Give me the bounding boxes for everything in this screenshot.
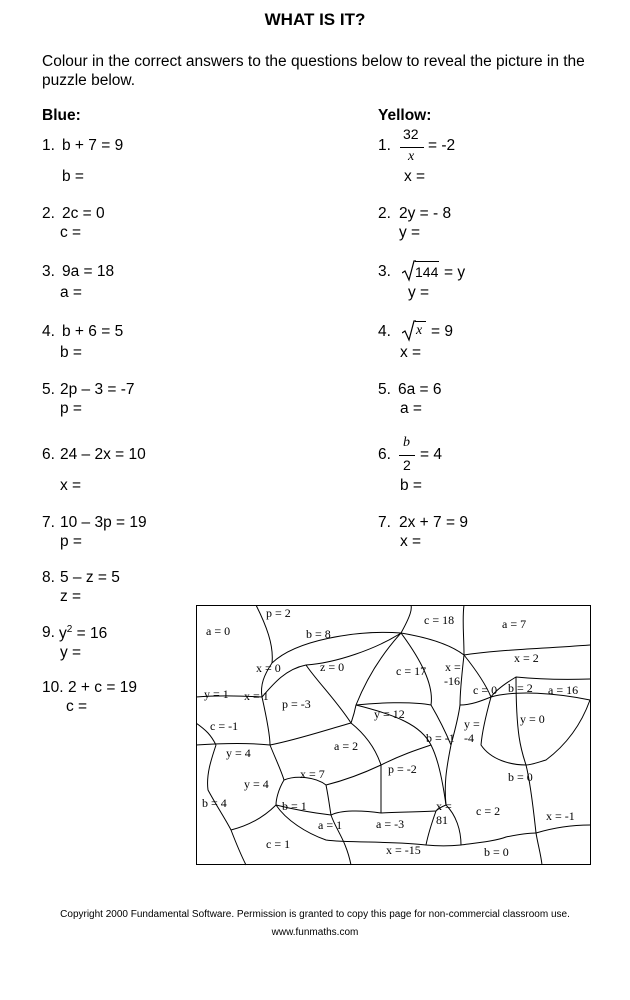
puzzle-label: -4: [464, 731, 474, 745]
equation: 6a = 6: [398, 381, 442, 398]
puzzle-label: c = 1: [266, 837, 291, 851]
equation: 2 + c = 19: [68, 679, 137, 696]
puzzle-label: a = 7: [502, 617, 527, 631]
radicand: 144: [415, 264, 439, 280]
puzzle-label: a = 16: [548, 683, 579, 697]
puzzle-label: a = 2: [334, 739, 359, 753]
question-number: 7.: [42, 514, 55, 531]
answer-prompt: x =: [60, 477, 82, 494]
question-number: 8.: [42, 569, 55, 586]
equation: 24 – 2x = 10: [60, 446, 146, 463]
instructions: Colour in the correct answers to the questions below to reveal the picture in the puzzle below.: [42, 53, 585, 89]
puzzle-label: z = 0: [320, 660, 345, 674]
equation-rest: = 4: [420, 446, 442, 463]
question-number: 3.: [378, 263, 391, 280]
equation: [59, 624, 107, 643]
puzzle-label: x = 7: [300, 767, 325, 781]
answer-prompt: z =: [60, 588, 82, 605]
copyright-notice: Copyright 2000 Fundamental Software. Permission is granted to copy this page for non-commercial classroom use.: [60, 909, 570, 920]
puzzle-label: b = 0: [508, 770, 533, 784]
question-number: 7.: [378, 514, 391, 531]
answer-prompt: c =: [60, 224, 82, 241]
puzzle-label: x = 1: [244, 689, 269, 703]
equation: b + 7 = 9: [62, 137, 124, 154]
denominator: 2: [403, 457, 411, 473]
square-root-icon: [402, 320, 416, 342]
equation: 9a = 18: [62, 263, 115, 280]
numerator: b: [403, 435, 410, 450]
question-number: 2.: [42, 205, 55, 222]
question-number: 5.: [378, 381, 391, 398]
answer-prompt: p =: [60, 533, 82, 550]
question-number: 3.: [42, 263, 55, 280]
puzzle-label: y = 0: [520, 712, 545, 726]
answer-prompt: x =: [404, 168, 426, 185]
denominator: x: [408, 149, 415, 164]
fraction: [399, 435, 415, 477]
question-number: 2.: [378, 205, 391, 222]
puzzle-label: y = 4: [244, 777, 269, 791]
equation: 2p – 3 = -7: [60, 381, 135, 398]
equation: 2y = - 8: [399, 205, 452, 222]
question-number: 6.: [42, 446, 55, 463]
answer-prompt: y =: [399, 224, 421, 241]
puzzle-label: c = 17: [396, 664, 427, 678]
puzzle-label: y = 12: [374, 707, 405, 721]
puzzle-label: a = 0: [206, 624, 231, 638]
equation-base: y: [59, 625, 67, 643]
puzzle-label: b = -1: [426, 731, 455, 745]
answer-prompt: x =: [400, 533, 422, 550]
equation-rest: = 16: [72, 625, 108, 643]
equation: b + 6 = 5: [62, 323, 124, 340]
puzzle-label: x = -1: [546, 809, 575, 823]
answer-prompt: a =: [60, 284, 82, 301]
question-number: 1.: [378, 137, 391, 154]
page-title: WHAT IS IT?: [264, 10, 366, 29]
puzzle-label: c = 0: [473, 683, 498, 697]
answer-prompt: p =: [60, 400, 82, 417]
website-url: www.funmaths.com: [271, 927, 359, 938]
question-number: 6.: [378, 446, 391, 463]
equation-rest: = -2: [428, 137, 456, 154]
answer-prompt: b =: [60, 344, 82, 361]
equation: 5 – z = 5: [60, 569, 120, 586]
puzzle-label: -16: [444, 674, 460, 688]
answer-prompt: x =: [400, 344, 422, 361]
puzzle-label: p = -2: [388, 762, 417, 776]
answer-prompt: y =: [408, 284, 430, 301]
puzzle-grid: [196, 605, 592, 867]
puzzle-label: b = 8: [306, 627, 331, 641]
puzzle-label: a = 1: [318, 818, 343, 832]
radicand: x: [416, 323, 423, 338]
blue-heading: Blue:: [42, 107, 81, 124]
puzzle-label: y =: [464, 717, 480, 731]
exponent: 2: [66, 624, 73, 635]
puzzle-label: a = -3: [376, 817, 405, 831]
fraction: [400, 126, 424, 168]
yellow-heading: Yellow:: [378, 107, 432, 124]
puzzle-label: b = 1: [282, 799, 307, 813]
puzzle-label: p = -3: [282, 697, 311, 711]
puzzle-label: c = 2: [476, 804, 501, 818]
square-root-icon: [402, 260, 416, 282]
puzzle-label: 81: [436, 813, 448, 827]
answer-prompt: b =: [400, 477, 422, 494]
puzzle-label: y = 1: [204, 687, 229, 701]
puzzle-label: b = 4: [202, 796, 227, 810]
fraction-bar: [400, 147, 424, 148]
puzzle-label: x = -15: [386, 843, 421, 857]
question-number: 9.: [42, 624, 55, 641]
radical-bar: [415, 261, 439, 262]
equation: 2c = 0: [62, 205, 105, 222]
puzzle-label: x = 2: [514, 651, 539, 665]
answer-prompt: y =: [60, 644, 82, 661]
question-number: 1.: [42, 137, 55, 154]
equation-rest: = y: [444, 264, 466, 281]
puzzle-label: x =: [436, 799, 452, 813]
equation: 2x + 7 = 9: [399, 514, 468, 531]
equation-rest: = 9: [431, 323, 453, 340]
puzzle-label: b = 0: [484, 845, 509, 859]
fraction-bar: [399, 455, 415, 456]
radical-bar: [415, 321, 426, 322]
puzzle-label: x = 0: [256, 661, 281, 675]
puzzle-label: b = 2: [508, 681, 533, 695]
puzzle-label: p = 2: [266, 606, 291, 620]
puzzle-label: x =: [445, 660, 461, 674]
answer-prompt: b =: [62, 168, 84, 185]
question-number: 10.: [42, 679, 64, 696]
puzzle-label: y = 4: [226, 746, 251, 760]
numerator: 32: [403, 126, 419, 142]
question-number: 4.: [42, 323, 55, 340]
question-number: 5.: [42, 381, 55, 398]
question-number: 4.: [378, 323, 391, 340]
answer-prompt: a =: [400, 400, 422, 417]
puzzle-label: c = -1: [210, 719, 239, 733]
answer-prompt: c =: [66, 698, 88, 715]
equation: 10 – 3p = 19: [60, 514, 147, 531]
puzzle-label: c = 18: [424, 613, 455, 627]
